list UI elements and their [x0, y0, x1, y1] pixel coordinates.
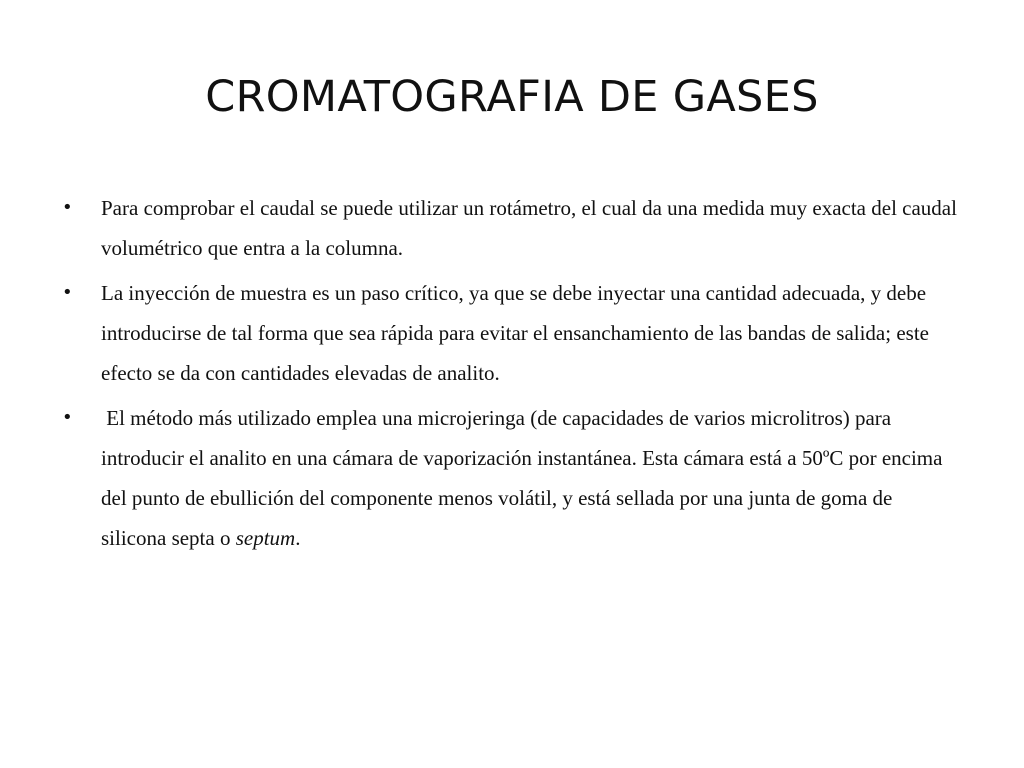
bullet-list	[62, 188, 962, 563]
bullet-emphasis: septum	[235, 526, 296, 550]
bullet-text: El método más utilizado emplea una microjeringa (de capacidades de varios microlitros) para introducir el analito en una cámara de vaporización instantánea. Esta cámara está a 50ºC por encima del punto de ebullición del componente menos volátil, y está sellada por una junta de goma de silicona septa o	[101, 406, 948, 550]
bullet-item-inyeccion	[62, 273, 962, 393]
bullet-text: La inyección de muestra es un paso crítico, ya que se debe inyectar una cantidad adecuada, y debe introducirse de tal forma que sea rápida para evitar el ensanchamiento de las bandas de salida; este efecto se da con cantidades elevadas de analito.	[101, 281, 929, 385]
bullet-item-caudal	[62, 188, 962, 268]
bullet-item-metodo	[62, 398, 962, 558]
bullet-icon: •	[62, 282, 73, 303]
bullet-tail: .	[295, 526, 301, 550]
bullet-icon: •	[62, 407, 73, 428]
bullet-icon: •	[62, 197, 73, 218]
bullet-text: Para comprobar el caudal se puede utilizar un rotámetro, el cual da una medida muy exacta del caudal volumétrico que entra a la columna.	[101, 196, 957, 260]
slide-title: CROMATOGRAFIA DE GASES	[205, 72, 819, 122]
